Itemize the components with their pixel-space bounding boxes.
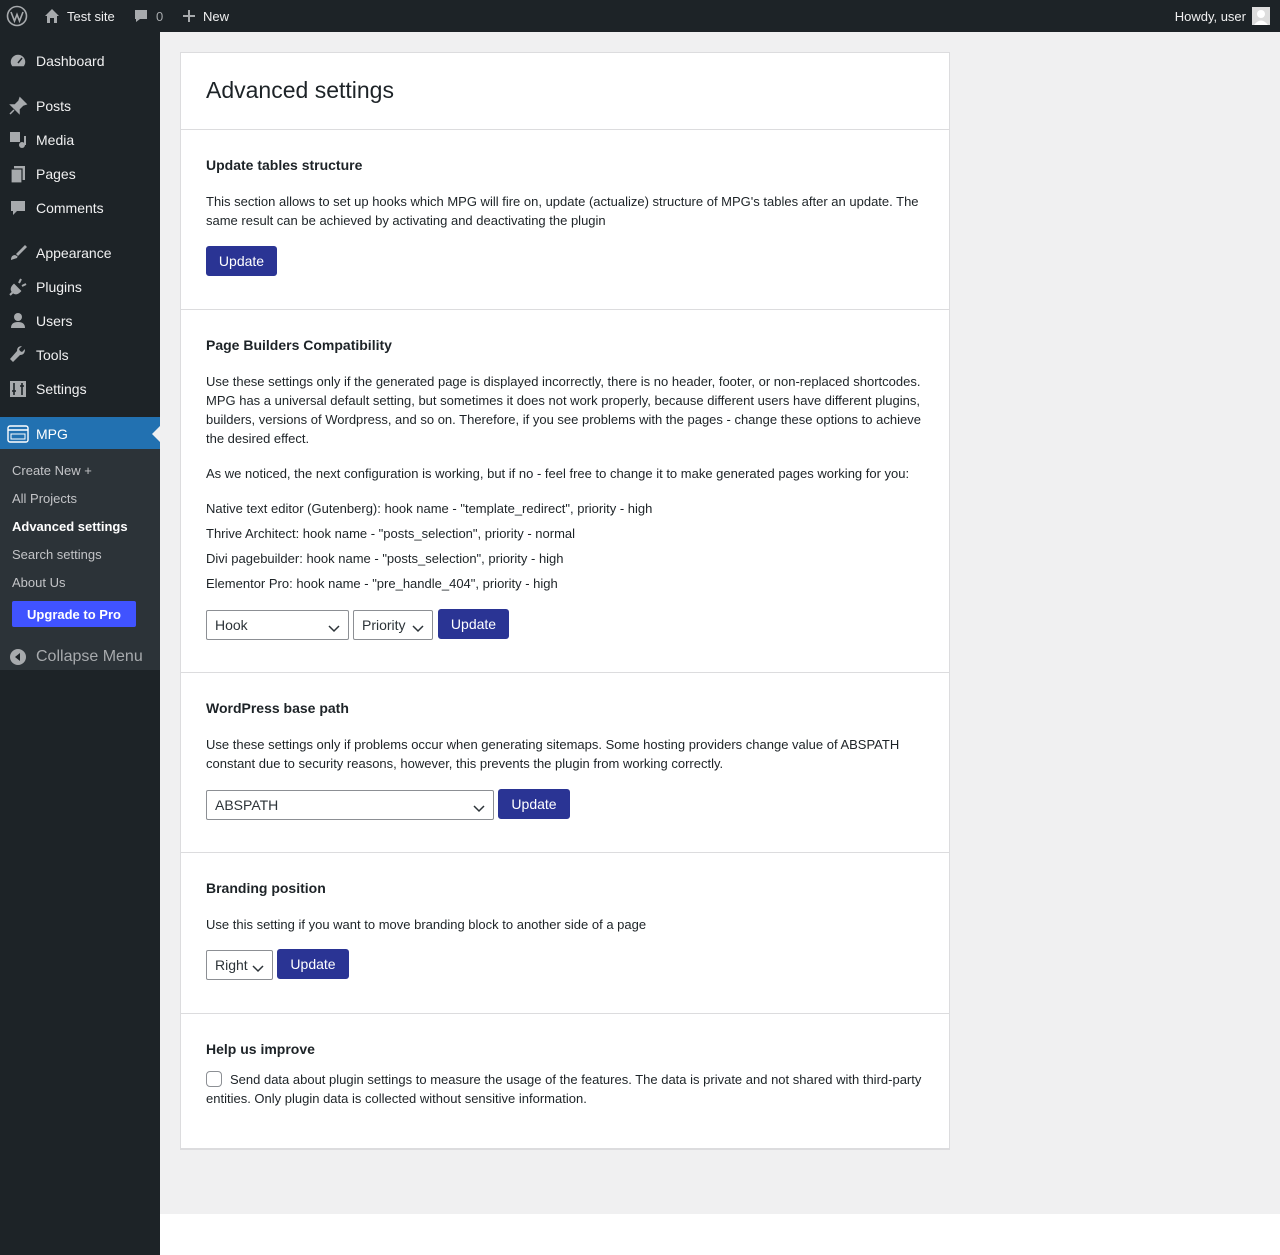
help-title: Help us improve [206,1041,315,1057]
sidebar-item-users[interactable] [0,304,160,338]
sidebar-item-settings[interactable] [0,372,160,406]
base-path-description: Use these settings only if problems occur when generating sitemaps. Some hosting providers change value of ABSPATH constant due to security reasons, however, this prevents the plugin from working correctly. [206,737,900,771]
sidebar-item-label: Settings [36,381,87,397]
sidebar-item-label: Posts [36,98,72,114]
wrench-icon [0,345,36,365]
priority-select[interactable] [353,610,433,640]
sliders-icon [0,379,36,399]
sidebar-item-label: Plugins [36,279,82,295]
page-builders-note: As we noticed, the next configuration is working, but if no - feel free to change it to make generated pages working for you: [206,466,910,481]
hook-select[interactable] [206,610,349,640]
submenu-advanced-settings[interactable]: Advanced settings [12,519,128,534]
page-builders-title: Page Builders Compatibility [206,337,392,353]
brush-icon [0,243,36,263]
comments-link[interactable] [133,0,163,32]
sidebar-item-posts[interactable] [0,89,160,123]
sidebar-item-media[interactable] [0,123,160,157]
wordpress-logo-icon[interactable] [6,0,28,32]
update-tables-description: This section allows to set up hooks which MPG will fire on, update (actualize) structure of MPG's tables after an update. The same result can be achieved by activating and deactivating the plugin [206,194,919,228]
abspath-select[interactable] [206,790,494,820]
abspath-select-value: ABSPATH [215,797,279,813]
sidebar-item-label: MPG [36,426,68,442]
branding-update-button[interactable]: Update [277,949,349,979]
sidebar-item-label: Media [36,132,75,148]
comments-count: 0 [156,8,164,24]
submenu-all-projects[interactable]: All Projects [12,491,78,506]
submenu-about-us[interactable]: About Us [12,575,66,590]
howdy-text: Howdy, user [1174,8,1246,24]
priority-select-value: Priority [362,617,406,633]
config-thrive: Thrive Architect: hook name - "posts_selection", priority - normal [206,526,576,541]
collapse-arrow-icon [0,648,36,666]
browser-window-icon [0,425,36,443]
branding-title: Branding position [206,880,326,896]
branding-select[interactable] [206,950,273,980]
site-name: Test site [67,8,115,24]
new-label: New [203,8,230,24]
submenu-search-settings[interactable]: Search settings [12,547,102,562]
my-account-link[interactable] [1175,0,1270,32]
site-name-link[interactable] [44,0,115,32]
sidebar-item-label: Users [36,313,73,329]
settings-panel [180,52,950,1150]
branding-section [181,853,949,1014]
sidebar-item-pages[interactable] [0,157,160,191]
new-content-link[interactable] [182,0,229,32]
pages-icon [0,164,36,184]
page-builders-update-button[interactable]: Update [438,609,509,639]
sidebar-item-label: Appearance [36,245,112,261]
base-path-section [181,673,949,853]
sidebar-item-label: Dashboard [36,53,105,69]
help-section [181,1014,949,1149]
collapse-menu-label: Collapse Menu [36,648,143,665]
page-builders-description: Use these settings only if the generated page is displayed incorrectly, there is no header, footer, or non-replaced shortcodes. MPG has a universal default setting, but sometimes it does not work properly, because different users have different plugins, builders, versions of Wordpress, and so on. Therefore, if you see problems with the pages - change these options to achieve the desired effect. [206,374,921,446]
config-elementor: Elementor Pro: hook name - "pre_handle_404", priority - high [206,576,558,591]
chevron-down-icon [252,960,264,976]
base-path-update-button[interactable]: Update [498,789,570,819]
submenu-create-new[interactable]: Create New + [12,463,92,478]
avatar-icon [1252,7,1270,25]
base-path-title: WordPress base path [206,700,349,716]
update-tables-button[interactable]: Update [206,246,277,276]
collapse-menu-button[interactable] [0,646,143,668]
usage-data-label[interactable]: Send data about plugin settings to measure the usage of the features. The data is private and not shared with third-party entities. Only plugin data is collected without sensitive information. [206,1072,922,1106]
sidebar-item-comments[interactable] [0,191,160,225]
sidebar-item-tools[interactable] [0,338,160,372]
page-title: Advanced settings [206,77,394,103]
branding-description: Use this setting if you want to move branding block to another side of a page [206,917,647,932]
plug-icon [0,277,36,297]
plus-icon [182,9,196,23]
admin-bar [0,0,1280,32]
footer-area [160,1214,1280,1255]
chevron-down-icon [412,620,424,636]
page-builders-section [181,310,949,673]
dashboard-icon [0,51,36,71]
mpg-submenu-panel [0,449,160,638]
sidebar-item-label: Tools [36,347,69,363]
upgrade-to-pro-button[interactable]: Upgrade to Pro [12,601,136,627]
update-tables-section [181,130,949,310]
branding-select-value: Right [215,957,248,973]
config-gutenberg: Native text editor (Gutenberg): hook name - "template_redirect", priority - high [206,501,653,516]
comment-icon [0,198,36,218]
hook-select-value: Hook [215,617,248,633]
media-icon [0,130,36,150]
chevron-down-icon [473,800,485,816]
sidebar-item-appearance[interactable] [0,236,160,270]
pin-icon [0,96,36,116]
chevron-down-icon [328,620,340,636]
sidebar-item-plugins[interactable] [0,270,160,304]
config-divi: Divi pagebuilder: hook name - "posts_selection", priority - high [206,551,564,566]
sidebar-item-mpg[interactable] [0,417,160,451]
sidebar-item-label: Comments [36,200,104,216]
admin-sidebar [0,32,160,1255]
sidebar-item-dashboard[interactable] [0,44,160,78]
page-title-section [181,53,949,130]
comment-bubble-icon [133,8,149,24]
user-icon [0,311,36,331]
update-tables-title: Update tables structure [206,157,363,173]
home-icon [44,8,60,24]
sidebar-item-label: Pages [36,166,76,182]
